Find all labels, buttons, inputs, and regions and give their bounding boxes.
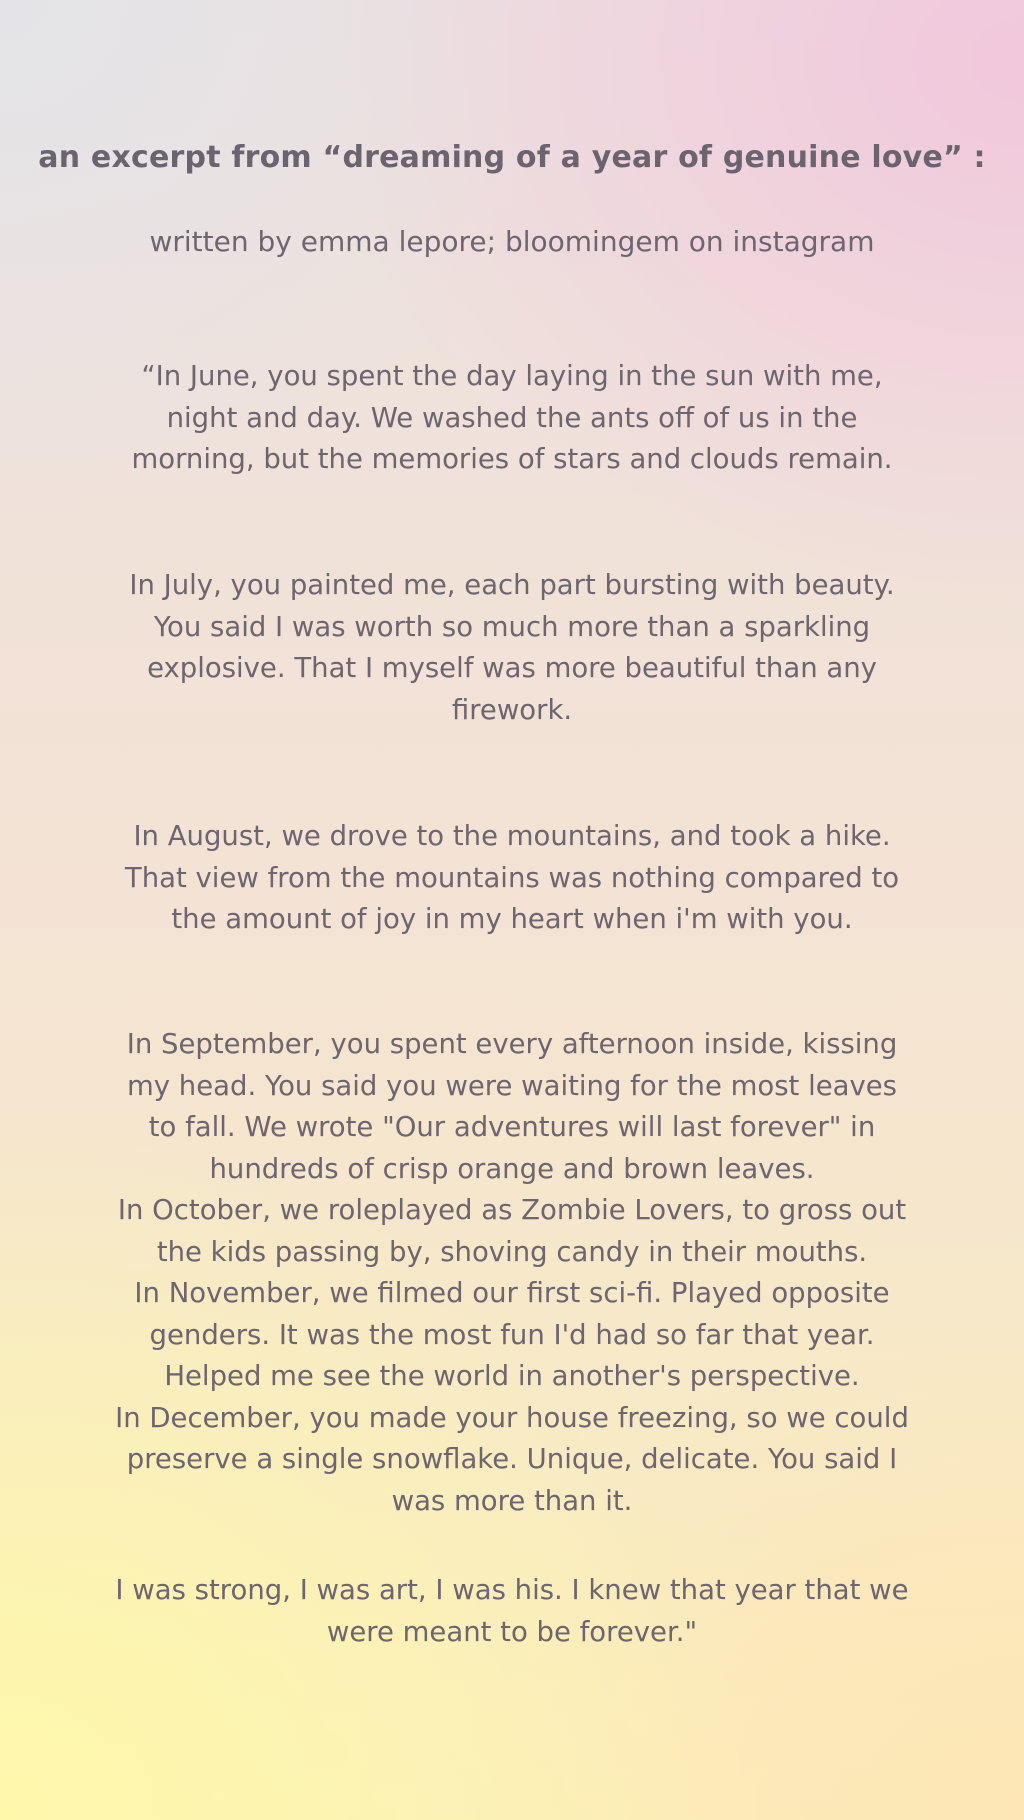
- poem-line: In November, we filmed our first sci-fi. Played opposite: [134, 1277, 890, 1309]
- poem-line: was more than it.: [391, 1484, 633, 1517]
- poem-line: In July, you painted me, each part bursting with beauty.: [129, 569, 895, 601]
- poem-line: In October, we roleplayed as Zombie Lovers, to gross out: [117, 1194, 907, 1226]
- paragraph-september-december: [0, 1024, 1024, 1522]
- poem-line: explosive. That I myself was more beautiful than any: [147, 652, 877, 684]
- poem-line: my head. You said you were waiting for the most leaves: [127, 1069, 897, 1102]
- paragraph-june: [0, 356, 1024, 481]
- poem-line: I was strong, I was art, I was his. I knew that year that we: [115, 1574, 909, 1606]
- poem-line: preserve a single snowflake. Unique, delicate. You said I: [126, 1443, 898, 1475]
- poem-line: the amount of joy in my heart when i'm with you.: [171, 903, 853, 935]
- excerpt-title: an excerpt from “dreaming of a year of genuine love” :: [38, 140, 986, 175]
- poem-line: In September, you spent every afternoon inside, kissing: [126, 1028, 898, 1060]
- poem-line: morning, but the memories of stars and clouds remain.: [131, 443, 893, 475]
- poem-line: the kids passing by, shoving candy in their mouths.: [156, 1235, 868, 1268]
- poem-line: In December, you made your house freezing, so we could: [115, 1401, 909, 1434]
- paragraph-august: [0, 816, 1024, 941]
- poem-line: That view from the mountains was nothing compared to: [124, 861, 900, 894]
- poem-line: hundreds of crisp orange and brown leaves.: [209, 1152, 815, 1185]
- poem-line: night and day. We washed the ants off of us in the: [166, 401, 858, 434]
- paragraph-july: [0, 565, 1024, 731]
- author-byline: written by emma lepore; bloomingem on instagram: [149, 225, 875, 258]
- poem-line: to fall. We wrote "Our adventures will last forever" in: [148, 1111, 876, 1143]
- poem-line: You said I was worth so much more than a sparkling: [153, 610, 871, 643]
- paragraph-closing: [0, 1570, 1024, 1653]
- poem-line: were meant to be forever.": [326, 1615, 698, 1648]
- poem-line: In August, we drove to the mountains, and took a hike.: [133, 820, 891, 852]
- poem-line: firework.: [451, 693, 573, 726]
- poem-line: Helped me see the world in another's perspective.: [164, 1360, 860, 1392]
- poem-line: “In June, you spent the day laying in the sun with me,: [141, 360, 883, 392]
- poem-line: genders. It was the most fun I'd had so far that year.: [149, 1318, 875, 1351]
